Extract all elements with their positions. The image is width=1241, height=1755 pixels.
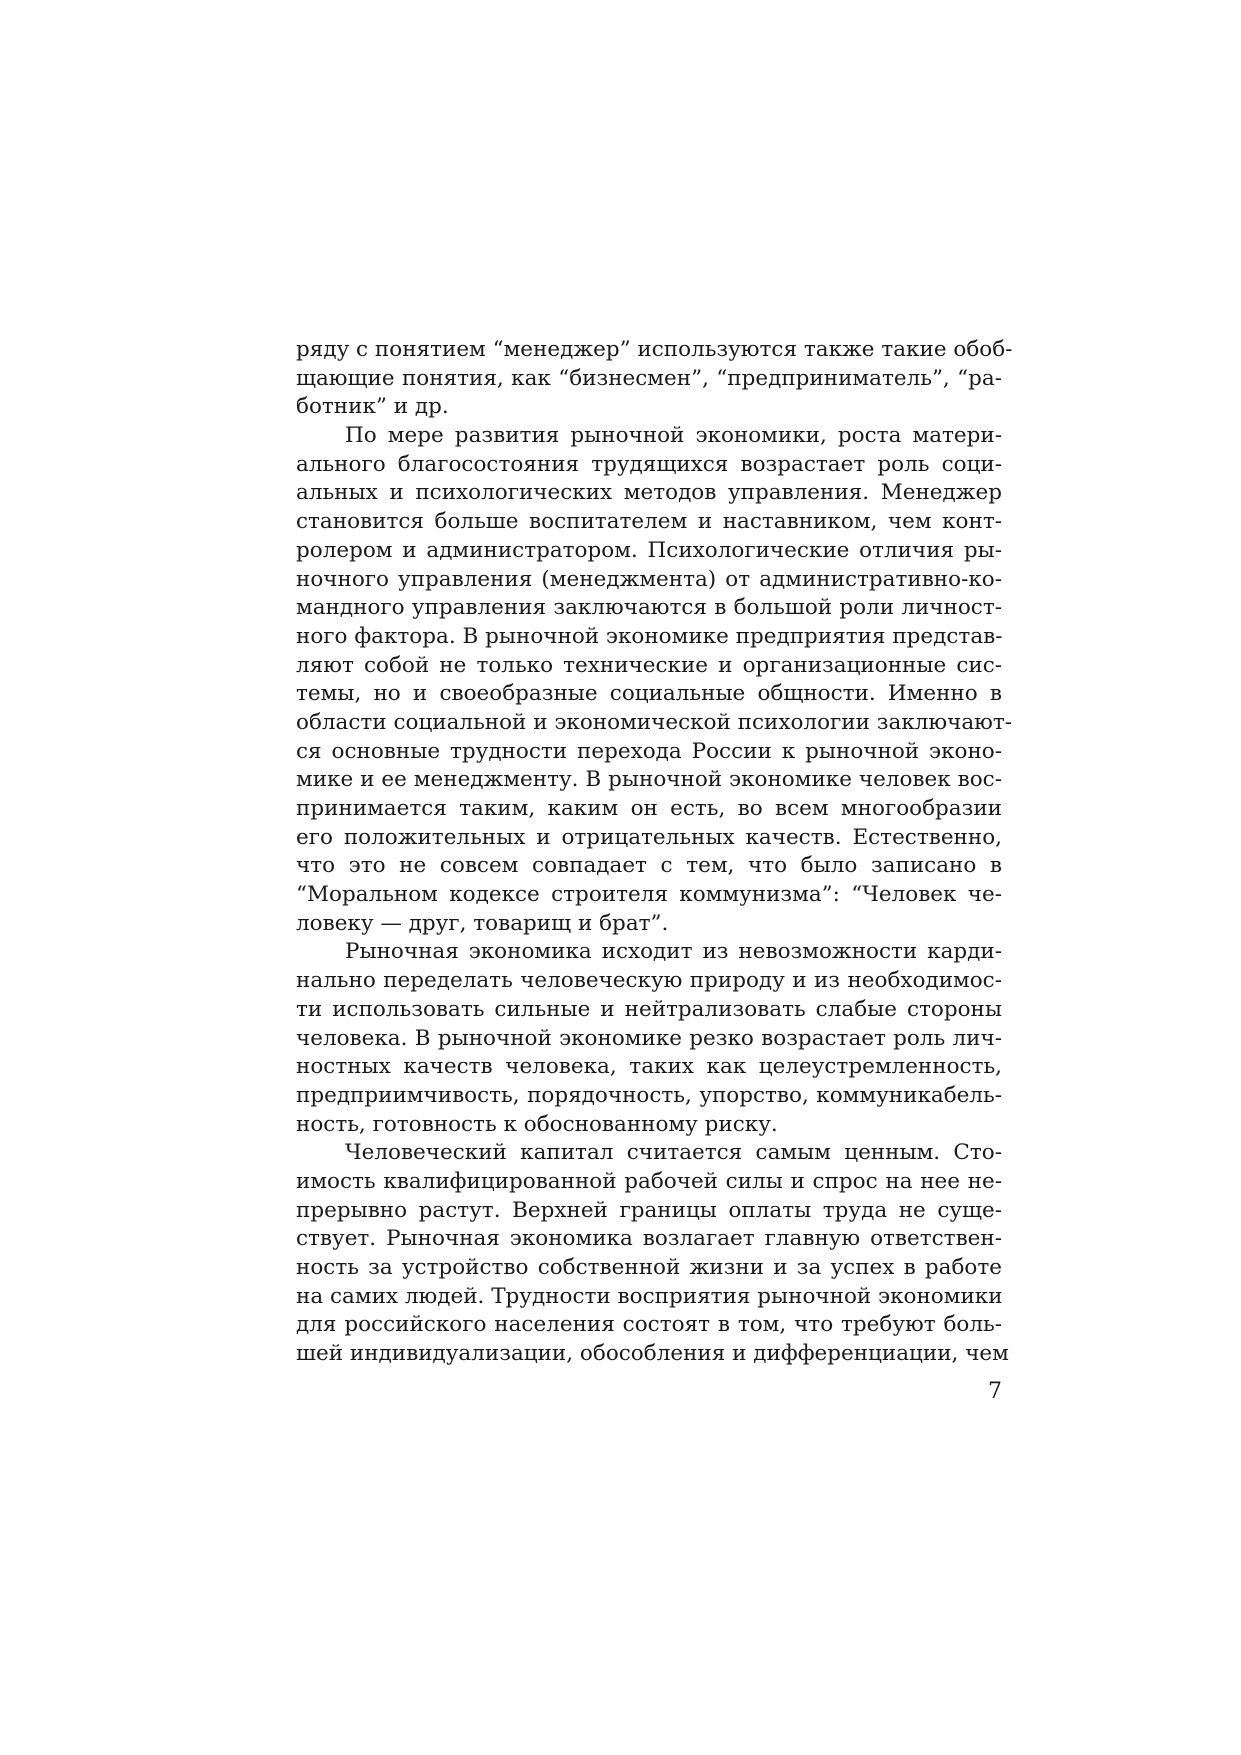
text-line: ботник” и др.: [296, 394, 449, 420]
page-number: 7: [988, 1379, 1002, 1404]
text-line: ного фактора. В рыночной экономике предприятия представ-: [296, 623, 1003, 649]
text-line: прерывно растут. Верхней границы оплаты труда не суще-: [296, 1197, 1002, 1223]
text-line: для российского населения состоят в том, что требуют боль-: [296, 1312, 1002, 1338]
text-line: что это не совсем совпадает с тем, что было записано в: [296, 853, 1002, 879]
text-line: ряду с понятием “менеджер” используются также такие обоб-: [296, 337, 1013, 362]
text-line: на самих людей. Трудности восприятия рыночной экономики: [296, 1283, 1003, 1309]
text-line: ствует. Рыночная экономика возлагает главную ответствен-: [296, 1226, 1002, 1252]
text-line: ность, готовность к обоснованному риску.: [296, 1111, 778, 1137]
text-line: ностных качеств человека, таких как целеустремленность,: [296, 1054, 1002, 1080]
text-line: ального благосостояния трудящихся возрастает роль соци-: [296, 451, 1002, 477]
text-line: принимается таким, каким он есть, во всем многообразии: [296, 796, 1002, 821]
text-line: Человеческий капитал считается самым ценным. Сто-: [345, 1140, 1002, 1166]
text-line: темы, но и своеобразные социальные общности. Именно в: [296, 681, 1002, 707]
text-line: ловеку — друг, товарищ и брат”.: [296, 910, 669, 936]
text-line: альных и психологических методов управления. Менеджер: [296, 480, 1002, 506]
text-line: “Моральном кодексе строителя коммунизма”: “Человек че-: [296, 882, 1002, 908]
text-line: Рыночная экономика исходит из невозможности карди-: [345, 939, 1002, 965]
text-line: шей индивидуализации, обособления и дифференциации, чем: [296, 1341, 1009, 1367]
text-line: предприимчивость, порядочность, упорство, коммуникабель-: [296, 1082, 1002, 1108]
text-line: ролером и администратором. Психологические отличия ры-: [296, 537, 1002, 563]
text-line: щающие понятия, как “бизнесмен”, “предприниматель”, “ра-: [296, 365, 1002, 391]
text-line: ти использовать сильные и нейтрализовать слабые стороны: [296, 996, 1002, 1022]
body-text: [296, 336, 1013, 1369]
text-line: ся основные трудности перехода России к рыночной эконо-: [296, 738, 1002, 764]
text-line: мандного управления заключаются в большой роли личност-: [296, 595, 1002, 621]
text-line: По мере развития рыночной экономики, роста матери-: [345, 423, 1002, 449]
text-line: ночного управления (менеджмента) от административно-ко-: [296, 566, 1002, 592]
text-line: ляют собой не только технические и организационные сис-: [296, 652, 1002, 678]
text-line: мике и ее менеджменту. В рыночной экономике человек вос-: [296, 767, 1002, 793]
text-line: его положительных и отрицательных качеств. Естественно,: [296, 824, 1002, 850]
text-line: нально переделать человеческую природу и из необходимос-: [296, 968, 1002, 994]
text-line: человека. В рыночной экономике резко возрастает роль лич-: [296, 1025, 1002, 1051]
text-line: области социальной и экономической психологии заключают-: [296, 709, 1013, 735]
text-line: ность за устройство собственной жизни и за успех в работе: [296, 1255, 1002, 1280]
text-line: становится больше воспитателем и наставником, чем конт-: [296, 509, 1002, 535]
text-line: имость квалифицированной рабочей силы и спрос на нее не-: [296, 1168, 1002, 1194]
